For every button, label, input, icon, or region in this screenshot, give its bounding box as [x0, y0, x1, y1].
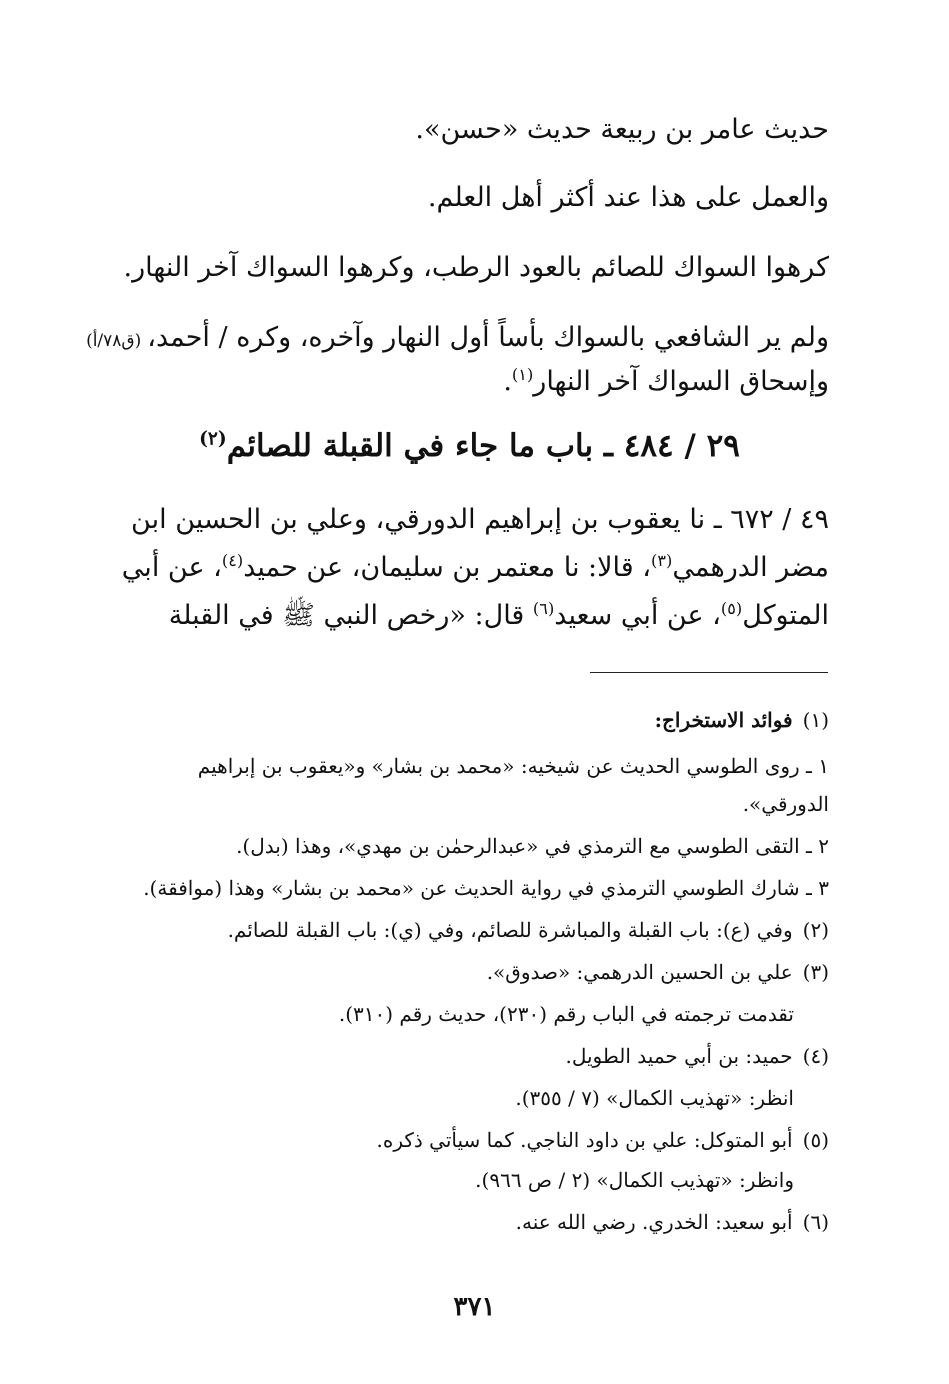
- hadith-text: ، عن أبي سعيد: [554, 600, 721, 631]
- footnote-text: وفي (ع): باب القبلة والمباشرة للصائم، وفي (ي): باب القبلة للصائم.: [227, 918, 793, 942]
- footnote-text: ٣ ـ شارك الطوسي الترمذي في رواية الحديث عن «محمد بن بشار» وهذا (موافقة).: [143, 876, 829, 900]
- footnote-3-extra: [110, 1000, 794, 1028]
- hadith-text: ، عن أبي: [121, 552, 222, 583]
- footnote-number: (٤): [802, 1044, 829, 1068]
- footnote-text: تقدمت ترجمته في الباب رقم (٢٣٠)، حديث رقم (٣١٠).: [338, 1002, 794, 1026]
- footnote-text: ١ ـ روى الطوسي الحديث عن شيخيه: «محمد بن بشار» و«يعقوب بن إبراهيم: [197, 754, 829, 778]
- footnote-marker: (١): [511, 365, 534, 384]
- footnote-number: (٢): [802, 918, 829, 942]
- paragraph-text: وإسحاق السواك آخر النهار: [533, 366, 829, 397]
- footnote-4-extra: [110, 1084, 794, 1112]
- footnote-text: أبو سعيد: الخدري. رضي الله عنه.: [515, 1210, 793, 1234]
- hadith-line-1: [110, 502, 829, 538]
- footnote-text: حميد: بن أبي حميد الطويل.: [565, 1044, 793, 1068]
- footnote-1-item-1-line-1: [110, 752, 829, 780]
- footnote-separator: [590, 672, 828, 673]
- footnote-marker: (٢): [199, 428, 227, 450]
- footnote-6: [110, 1208, 829, 1236]
- footnote-marker: (٦): [532, 599, 555, 618]
- footnote-number: (٥): [802, 1128, 829, 1152]
- footnote-number: (١): [802, 708, 829, 732]
- manuscript-folio-ref: (ق٧٨/أ): [86, 331, 142, 351]
- paragraph-practice: [110, 180, 829, 216]
- chapter-heading: [110, 424, 829, 468]
- footnote-1-item-3: [110, 874, 829, 902]
- paragraph-siwak: [110, 250, 829, 286]
- footnote-marker: (٥): [720, 599, 743, 618]
- paragraph-text: ولم ير الشافعي بالسواك بأساً أول النهار وآخره، وكره / أحمد،: [147, 322, 829, 353]
- footnote-text: وانظر: «تهذيب الكمال» (٢ / ص ٩٦٦).: [475, 1168, 794, 1192]
- footnote-number: (٣): [802, 960, 829, 984]
- paragraph-hadith-grade: [110, 112, 829, 148]
- footnote-text: انظر: «تهذيب الكمال» (٧ / ٣٥٥).: [515, 1086, 794, 1110]
- page-number: ٣٧١: [453, 1292, 496, 1322]
- paragraph-text: حديث عامر بن ربيعة حديث «حسن».: [415, 114, 829, 145]
- hadith-text: ، قالا: نا معتمر بن سليمان، عن حميد: [243, 552, 651, 583]
- footnote-text: أبو المتوكل: علي بن داود الناجي. كما سيأتي ذكره.: [376, 1128, 793, 1152]
- footnote-number: (٦): [802, 1210, 829, 1234]
- footnote-marker: (٣): [650, 551, 673, 570]
- heading-text: ٢٩ / ٤٨٤ ـ باب ما جاء في القبلة للصائم: [226, 428, 740, 464]
- paragraph-shafii-line1: [40, 320, 829, 359]
- footnote-5: [110, 1126, 829, 1154]
- footnote-1-title: [110, 706, 829, 734]
- hadith-text: ٤٩ / ٦٧٢ ـ نا يعقوب بن إبراهيم الدورقي، وعلي بن الحسين ابن: [131, 504, 829, 535]
- footnote-3: [110, 958, 829, 986]
- footnote-1-item-1-line-2: [110, 790, 829, 818]
- hadith-text: المتوكل: [742, 600, 829, 631]
- footnote-2: [110, 916, 829, 944]
- hadith-text: مضر الدرهمي: [672, 552, 829, 583]
- footnote-heading: فوائد الاستخراج:: [654, 708, 793, 732]
- paragraph-text: والعمل على هذا عند أكثر أهل العلم.: [427, 182, 829, 213]
- footnote-text: الدورقي».: [742, 792, 829, 816]
- footnote-1-item-2: [110, 832, 829, 860]
- footnote-marker: (٤): [221, 551, 244, 570]
- footnote-text: ٢ ـ التقى الطوسي مع الترمذي في «عبدالرحمٰن بن مهدي»، وهذا (بدل).: [236, 834, 829, 858]
- hadith-line-2: [110, 550, 829, 586]
- footnote-text: علي بن الحسين الدرهمي: «صدوق».: [486, 960, 793, 984]
- paragraph-text: .: [503, 366, 512, 397]
- hadith-line-3: [110, 598, 829, 634]
- hadith-text: قال: «رخص النبي ﷺ في القبلة: [168, 600, 533, 631]
- footnote-4: [110, 1042, 829, 1070]
- paragraph-shafii-line2: [110, 364, 829, 400]
- footnote-5-extra: [110, 1166, 794, 1194]
- paragraph-text: كرهوا السواك للصائم بالعود الرطب، وكرهوا السواك آخر النهار.: [123, 252, 829, 283]
